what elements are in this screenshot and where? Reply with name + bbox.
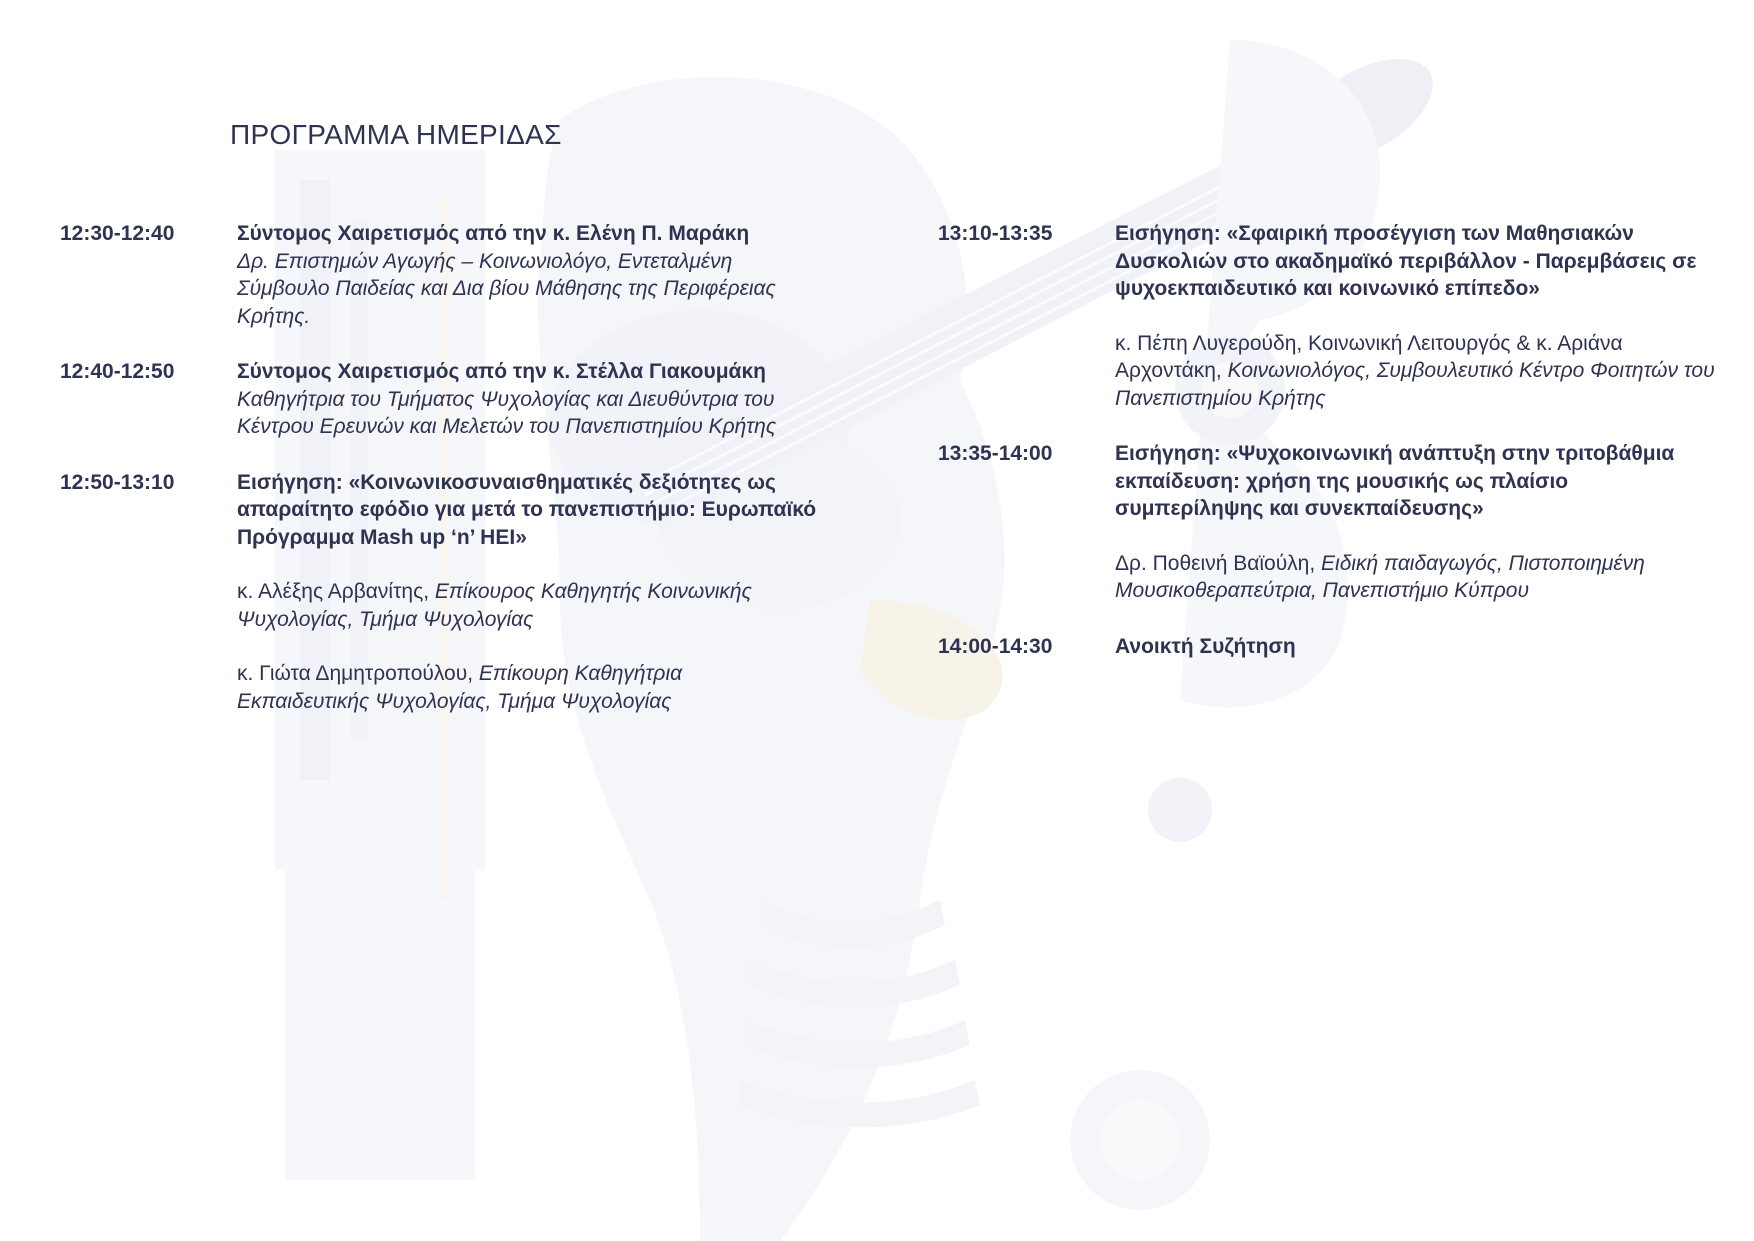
schedule-session [938,220,1718,412]
schedule-session [60,469,820,716]
speaker-role: Ειδική παιδαγωγός, Πιστοποιημένη Μουσικοθεραπεύτρια, Πανεπιστήμιο Κύπρου [1115,551,1645,602]
session-time: 12:40-12:50 [60,360,175,383]
speaker [237,578,820,633]
session-details [1115,220,1718,412]
session-time: 13:10-13:35 [938,222,1053,245]
schedule-session [938,633,1718,661]
session-time: 12:50-13:10 [60,470,175,494]
speaker-role: Κοινωνιολόγος, Συμβουλευτικό Κέντρο Φοιτητών του Πανεπιστημίου Κρήτης [1115,359,1715,410]
speaker [1115,330,1718,413]
session-affiliation: Δρ. Επιστημών Αγωγής – Κοινωνιολόγο, Εντεταλμένη Σύμβουλο Παιδείας και Δια βίου Μάθησης της Περιφέρειας Κρήτης. [237,249,776,328]
schedule-session [60,220,820,330]
session-title: Εισήγηση: «Ψυχοκοινωνική ανάπτυξη στην τριτοβάθμια εκπαίδευση: χρήση της μουσικής ως πλαίσιο συμπερίληψης και συνεκπαίδευσης» [1115,442,1675,520]
session-time: 14:00-14:30 [938,634,1053,658]
session-title: Σύντομος Χαιρετισμός από την κ. Ελένη Π. Μαράκη [237,222,750,245]
session-title: Ανοικτή Συζήτηση [1115,634,1296,658]
session-time: 13:35-14:00 [938,442,1053,465]
session-details [237,469,820,716]
session-affiliation: Καθηγήτρια του Τμήματος Ψυχολογίας και Διευθύντρια του Κέντρου Ερευνών και Μελετών του Πανεπιστημίου Κρήτης [237,387,777,438]
schedule-session [60,358,820,441]
session-details [1115,633,1718,661]
speaker-role: Επίκουρος Καθηγητής Κοινωνικής Ψυχολογίας, Τμήμα Ψυχολογίας [237,580,752,631]
session-details [237,358,820,441]
speaker [237,660,820,715]
speaker-name: κ. Πέπη Λυγερούδη, Κοινωνική Λειτουργός & κ. Αριάνα Αρχοντάκη, [1115,331,1623,382]
page-title: ΠΡΟΓΡΑΜΜΑ ΗΜΕΡΙΔΑΣ [230,119,562,150]
schedule-session [938,440,1718,605]
speaker-name: κ. Αλέξης Αρβανίτης, [237,580,435,603]
schedule-right-column [938,220,1718,688]
speaker-role: Επίκουρη Καθηγήτρια Εκπαιδευτικής Ψυχολογίας, Τμήμα Ψυχολογίας [237,662,683,713]
speaker-name: Δρ. Ποθεινή Βαϊούλη, [1115,551,1322,575]
session-title: Εισήγηση: «Σφαιρική προσέγγιση των Μαθησιακών Δυσκολιών στο ακαδημαϊκό περιβάλλον - Παρεμβάσεις σε ψυχοεκπαιδευτικό και κοινωνικό επίπεδο» [1115,222,1697,300]
session-details [237,220,820,330]
schedule-left-column [60,220,820,715]
speaker-name: κ. Γιώτα Δημητροπούλου, [237,662,479,685]
session-time: 12:30-12:40 [60,222,175,245]
session-title: Εισήγηση: «Κοινωνικοσυναισθηματικές δεξιότητες ως απαραίτητο εφόδιο για μετά το πανεπιστήμιο: Ευρωπαϊκό Πρόγραμμα Mash up ‘n’ HEI» [237,470,817,549]
session-title: Σύντομος Χαιρετισμός από την κ. Στέλλα Γιακουμάκη [237,360,766,383]
speaker [1115,550,1718,605]
session-details [1115,440,1718,605]
